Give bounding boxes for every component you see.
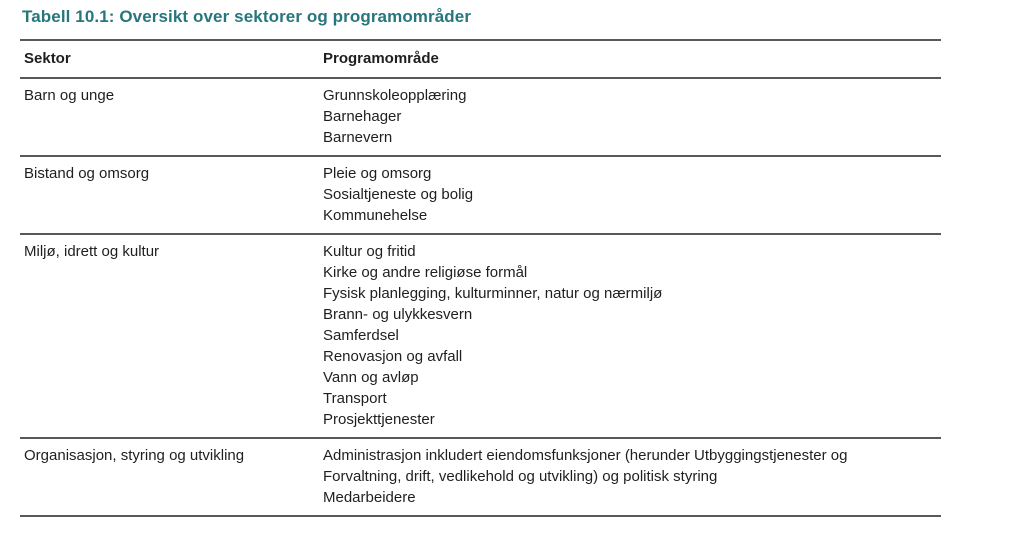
sektor-cell: Barn og unge <box>24 87 115 104</box>
column-header-programomrade: Programområde <box>323 50 439 67</box>
program-item: Transport <box>323 390 387 407</box>
program-item: Medarbeidere <box>323 489 416 506</box>
program-item: Kirke og andre religiøse formål <box>323 264 528 281</box>
table-row <box>20 438 941 516</box>
header-row <box>20 40 941 78</box>
program-item: Barnevern <box>323 129 393 146</box>
table-row <box>20 78 941 156</box>
sektor-cell: Miljø, idrett og kultur <box>24 243 160 260</box>
program-item: Administrasjon inkludert eiendomsfunksjoner (herunder Utbyggingstjenester og Forvaltning, drift, vedlikehold og utvikling) og politisk styring <box>323 447 848 485</box>
table-title: Tabell 10.1: Oversikt over sektorer og programområder <box>22 7 472 26</box>
sektor-cell: Bistand og omsorg <box>24 165 150 182</box>
program-item: Kultur og fritid <box>323 243 416 260</box>
program-item: Sosialtjeneste og bolig <box>323 186 474 203</box>
sektor-cell: Organisasjon, styring og utvikling <box>24 447 245 464</box>
program-item: Prosjekttjenester <box>323 411 435 428</box>
program-cell <box>319 78 941 156</box>
program-item: Kommunehelse <box>323 207 428 224</box>
table-row <box>20 234 941 438</box>
program-item: Brann- og ulykkesvern <box>323 306 473 323</box>
program-item: Grunnskoleopplæring <box>323 87 467 104</box>
column-header-sektor: Sektor <box>24 50 71 67</box>
program-item: Pleie og omsorg <box>323 165 432 182</box>
table-figure <box>20 6 941 517</box>
program-item: Barnehager <box>323 108 402 125</box>
program-cell <box>319 438 941 516</box>
program-item: Renovasjon og avfall <box>323 348 463 365</box>
sector-program-table <box>20 39 941 517</box>
program-item: Samferdsel <box>323 327 399 344</box>
program-cell <box>319 156 941 234</box>
program-item: Vann og avløp <box>323 369 419 386</box>
program-item: Fysisk planlegging, kulturminner, natur og nærmiljø <box>323 285 663 302</box>
program-cell <box>319 234 941 438</box>
table-row <box>20 156 941 234</box>
